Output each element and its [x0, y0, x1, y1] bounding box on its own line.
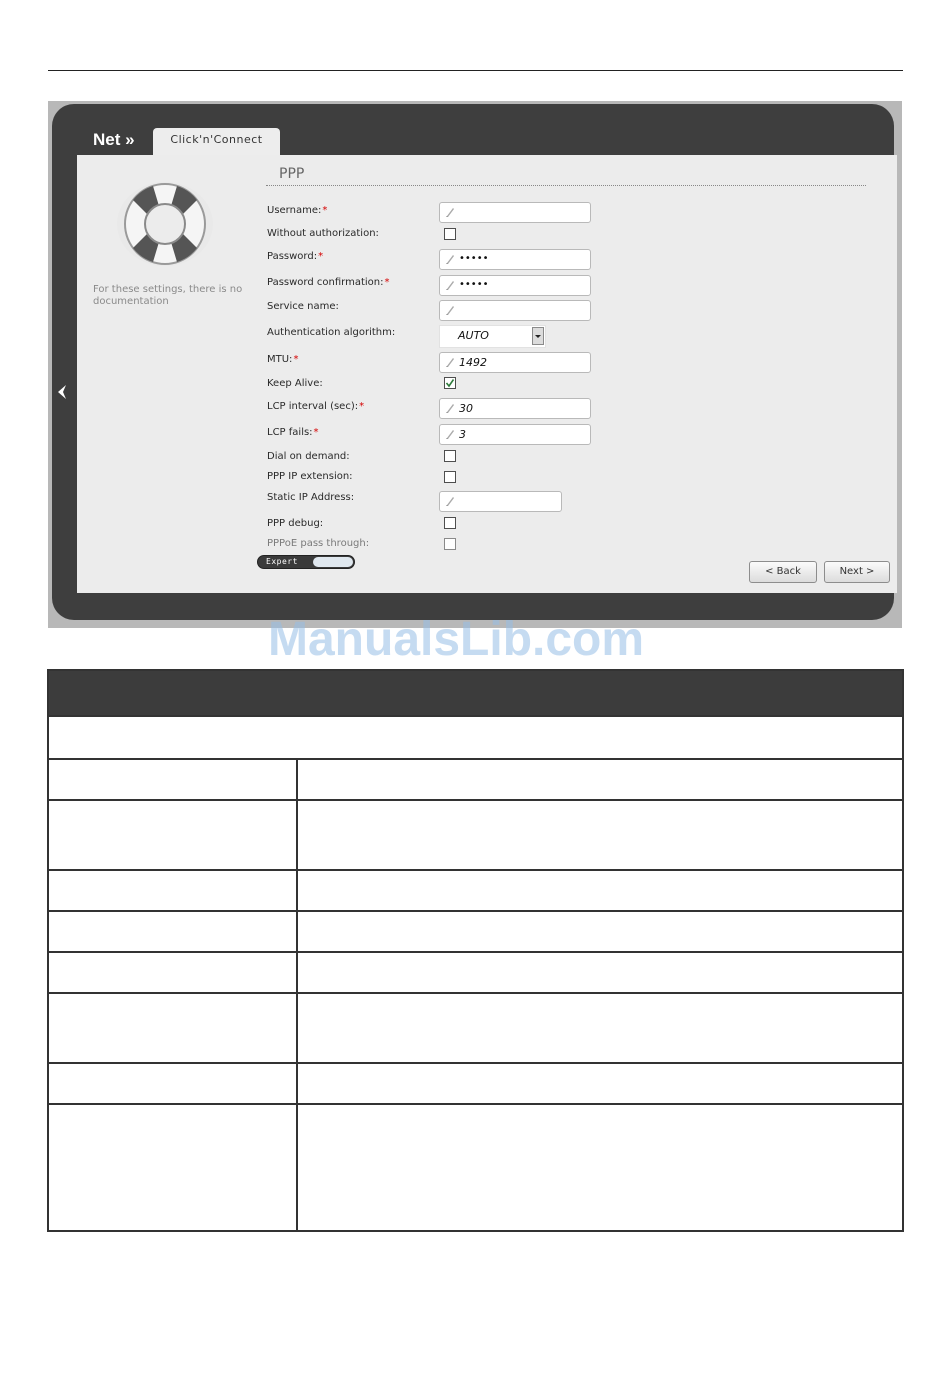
pencil-icon [445, 279, 455, 291]
password-label: Password:* [267, 251, 324, 262]
toggle-knob [313, 557, 353, 567]
keep-alive-label: Keep Alive: [267, 378, 323, 389]
ppp-ip-extension-label: PPP IP extension: [267, 471, 353, 482]
pppoe-pass-through-checkbox[interactable] [444, 538, 456, 550]
pencil-icon [445, 402, 455, 414]
service-name-field[interactable] [439, 300, 591, 321]
table-row [48, 911, 903, 952]
chevron-down-icon[interactable] [532, 327, 544, 345]
page-top-rule [48, 70, 903, 71]
lifebuoy-icon [113, 176, 217, 271]
pencil-icon [445, 428, 455, 440]
pppoe-pass-through-label: PPPoE pass through: [267, 538, 370, 549]
authentication-algorithm-select[interactable] [439, 325, 546, 348]
dial-on-demand-label: Dial on demand: [267, 451, 350, 462]
lcp-interval-field[interactable] [439, 398, 591, 419]
mtu-value: 1492 [459, 356, 487, 369]
table-row [48, 1104, 903, 1231]
table-row [48, 952, 903, 993]
section-title: PPP [279, 166, 305, 182]
without-authorization-label: Without authorization: [267, 228, 379, 239]
ppp-debug-checkbox[interactable] [444, 517, 456, 529]
expert-toggle-label: Expert [266, 557, 298, 566]
static-ip-address-label: Static IP Address: [267, 492, 355, 503]
mtu-label: MTU:* [267, 354, 299, 365]
lcp-interval-value: 30 [459, 402, 473, 415]
expert-mode-toggle[interactable] [257, 555, 355, 569]
lcp-interval-label: LCP interval (sec):* [267, 401, 365, 412]
help-note: For these settings, there is no documentation [93, 284, 243, 307]
pencil-icon [445, 356, 455, 368]
table-row [48, 1063, 903, 1104]
ppp-ip-extension-checkbox[interactable] [444, 471, 456, 483]
table-row [48, 993, 903, 1063]
next-button[interactable]: Next > [824, 561, 890, 583]
without-authorization-checkbox[interactable] [444, 228, 456, 240]
lcp-fails-label: LCP fails:* [267, 427, 319, 438]
section-divider [266, 185, 866, 186]
nav-title[interactable]: Net » [93, 130, 135, 149]
password-field[interactable] [439, 249, 591, 270]
back-arrow-icon[interactable] [54, 382, 70, 402]
lcp-fails-field[interactable] [439, 424, 591, 445]
pencil-icon [445, 206, 455, 218]
authentication-algorithm-label: Authentication algorithm: [267, 327, 396, 338]
username-label: Username:* [267, 205, 328, 216]
pencil-icon [445, 253, 455, 265]
parameter-table [47, 669, 904, 1232]
table-row [48, 759, 903, 800]
tab-click-n-connect[interactable]: Click'n'Connect [153, 128, 280, 155]
password-value: ••••• [459, 253, 489, 264]
table-section-row [48, 716, 903, 759]
dial-on-demand-checkbox[interactable] [444, 450, 456, 462]
password-confirmation-label: Password confirmation:* [267, 277, 390, 288]
back-button[interactable]: < Back [749, 561, 817, 583]
table-row [48, 800, 903, 870]
authentication-algorithm-value: AUTO [458, 329, 489, 342]
ppp-debug-label: PPP debug: [267, 518, 324, 529]
password-confirmation-value: ••••• [459, 279, 489, 290]
table-header-row [48, 670, 903, 716]
pencil-icon [445, 304, 455, 316]
table-row [48, 870, 903, 911]
static-ip-address-field[interactable] [439, 491, 562, 512]
checkmark-icon [445, 378, 455, 388]
lcp-fails-value: 3 [459, 428, 466, 441]
username-field[interactable] [439, 202, 591, 223]
service-name-label: Service name: [267, 301, 339, 312]
password-confirmation-field[interactable] [439, 275, 591, 296]
keep-alive-checkbox[interactable] [444, 377, 456, 389]
pencil-icon [445, 495, 455, 507]
mtu-field[interactable] [439, 352, 591, 373]
watermark: ManualsLib.com [268, 613, 645, 666]
